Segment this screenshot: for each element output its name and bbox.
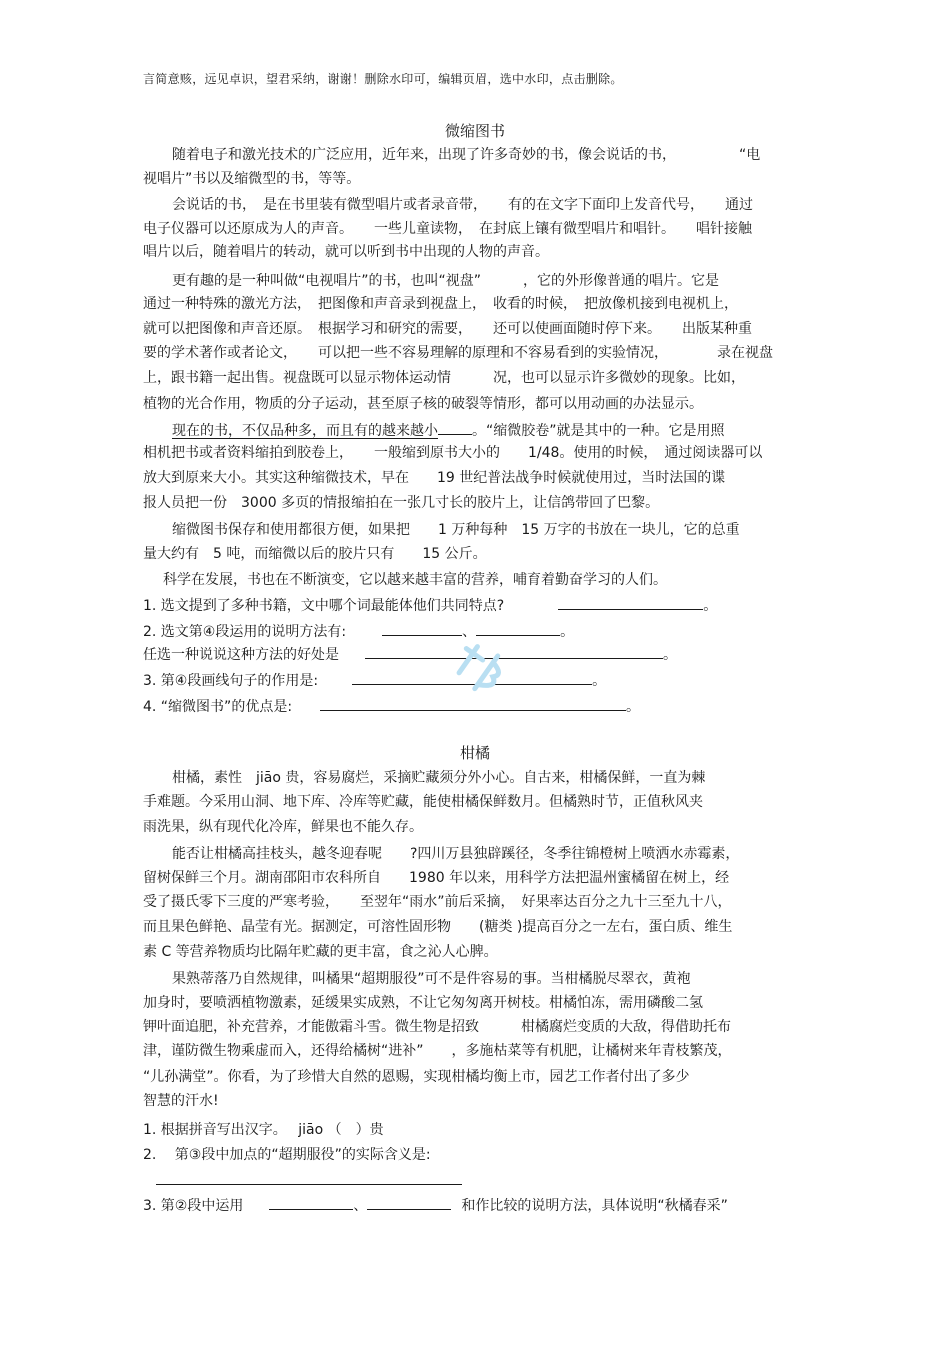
paragraph-line — [172, 420, 808, 441]
paragraph-line: 果熟蒂落乃自然规律，叫橘果“超期服役”可不是件容易的事。当柑橘脱尽翠衣，黄袍 — [172, 971, 691, 987]
paragraph-line: 智慧的汗水! — [143, 1093, 219, 1109]
paragraph-line: 电子仪器可以还原成为人的声音。 一些儿童读物， 在封底上镶有微型唱片和唱针。 唱针接触 — [143, 221, 752, 237]
question-3-rest: 和作比较的说明方法，具体说明“秋橘春采” — [461, 1198, 728, 1214]
question-2 — [143, 621, 808, 642]
paragraph-line: 上，跟书籍一起出售。视盘既可以显示物体运动情 况，也可以显示许多微妙的现象。比如， — [143, 370, 745, 386]
paragraph-line: 就可以把图像和声音还原。 根据学习和研究的需要， 还可以使画面随时停下来。 出版某种重 — [143, 321, 752, 337]
answer-line[interactable] — [156, 1184, 462, 1185]
paragraph-line: 唱片以后，随着唱片的转动，就可以听到书中出现的人物的声音。 — [143, 244, 549, 260]
question-1-text: 1. 选文提到了多种书籍，文中哪个词最能体他们共同特点? — [143, 598, 505, 614]
article1-title: 微缩图书 — [444, 122, 505, 140]
paragraph-line: 视唱片”书以及缩微型的书，等等。 — [143, 171, 361, 187]
answer-blank[interactable] — [269, 1195, 353, 1210]
paragraph-line: 更有趣的是一种叫做“电视唱片”的书，也叫“视盘” ，它的外形像普通的唱片。它是 — [172, 273, 720, 289]
question-1 — [143, 595, 808, 616]
question-end: 。 — [703, 598, 718, 614]
answer-blank[interactable] — [558, 595, 703, 610]
answer-blank[interactable] — [382, 621, 462, 636]
question-2-text: 2. 选文第④段运用的说明方法有: — [143, 624, 347, 640]
question-2: 2. 第③段中加点的“超期服役”的实际含义是: — [143, 1147, 431, 1163]
paragraph-line: 科学在发展，书也在不断演变，它以越来越丰富的营养，哺育着勤奋学习的人们。 — [163, 572, 667, 588]
paragraph-line: 要的学术著作或者论文， 可以把一些不容易理解的原理和不容易看到的实验情况， 录在视盘 — [143, 345, 773, 361]
answer-blank[interactable] — [476, 621, 560, 636]
separator: 、 — [462, 624, 477, 640]
question-end: 。 — [592, 673, 607, 689]
watermark-logo — [443, 640, 523, 700]
underline-tail — [438, 420, 472, 435]
answer-blank[interactable] — [367, 1195, 451, 1210]
paragraph-line: 报人员把一份 3000 多页的情报缩拍在一张几寸长的胶片上，让信鸽带回了巴黎。 — [143, 495, 660, 511]
question-end: 。 — [663, 647, 677, 663]
paragraph-line: 植物的光合作用，物质的分子运动，甚至原子核的破裂等情形，都可以用动画的办法显示。 — [143, 396, 703, 412]
question-2-sub-text: 任选一种说说这种方法的好处是 — [143, 647, 339, 663]
paragraph-line: 津，谨防微生物乘虚而入，还得给橘树“进补” ，多施枯菜等有机肥，让橘树来年青枝繁茂， — [143, 1043, 732, 1059]
paragraph-line: 能否让柑橘高挂枝头，越冬迎春呢 ?四川万县独辟蹊径，冬季往锦橙树上喷洒水赤霉素， — [172, 846, 740, 862]
question-4-text: 4. “缩微图书”的优点是: — [143, 699, 293, 715]
question-end: 。 — [560, 624, 575, 640]
article2-title: 柑橘 — [459, 744, 490, 762]
paragraph-line: 钾叶面追肥，补充营养，才能傲霜斗雪。微生物是招致 柑橘腐烂变质的大敌，得借助托布 — [143, 1019, 731, 1035]
separator: 、 — [353, 1198, 368, 1214]
paragraph-line: 留树保鲜三个月。湖南邵阳市农科所自 1980 年以来，用科学方法把温州蜜橘留在树上，经 — [143, 870, 730, 886]
question-3-text: 3. 第④段画线句子的作用是: — [143, 673, 319, 689]
page-header: 言简意赅，远见卓识，望君采纳，谢谢！删除水印可，编辑页眉，选中水印，点击删除。 — [143, 72, 623, 86]
paragraph-line: “儿孙满堂”。你看，为了珍惜大自然的恩赐，实现柑橘均衡上市，园艺工作者付出了多少 — [143, 1069, 690, 1085]
paragraph-line: 雨洗果，纵有现代化冷库，鲜果也不能久存。 — [143, 819, 423, 835]
paragraph-line: 通过一种特殊的激光方法， 把图像和声音录到视盘上， 收看的时候， 把放像机接到电视机上， — [143, 296, 738, 312]
question-3-text: 3. 第②段中运用 — [143, 1198, 244, 1214]
question-end: 。 — [626, 699, 641, 715]
paragraph-line: 素 C 等营养物质均比隔年贮藏的更丰富，食之沁人心脾。 — [143, 944, 498, 960]
paragraph-line: 随着电子和激光技术的广泛应用，近年来，出现了许多奇妙的书，像会说话的书， “电 — [172, 147, 761, 163]
paragraph-line: 手难题。今采用山洞、地下库、冷库等贮藏，能使柑橘保鲜数月。但橘熟时节，正值秋风夹 — [143, 794, 703, 810]
paragraph-line: 受了摄氏零下三度的严寒考验， 至翌年“雨水”前后采摘， 好果率达百分之九十三至九十八， — [143, 894, 732, 910]
paragraph-line-rest: 。“缩微胶卷”就是其中的一种。它是用照 — [472, 423, 725, 439]
paragraph-line: 会说话的书， 是在书里装有微型唱片或者录音带， 有的在文字下面印上发音代号， 通过 — [172, 197, 753, 213]
question-3 — [143, 1195, 808, 1216]
paragraph-line: 放大到原来大小。其实这种缩微技术，早在 19 世纪普法战争时候就使用过，当时法国的谍 — [143, 470, 726, 486]
paragraph-line: 缩微图书保存和使用都很方便，如果把 1 万种每种 15 万字的书放在一块儿，它的总重 — [172, 522, 740, 538]
paragraph-line: 柑橘，素性 jiāo 贵，容易腐烂，采摘贮藏须分外小心。自古来，柑橘保鲜，一直为棘 — [172, 770, 706, 786]
paragraph-line: 量大约有 5 吨，而缩微以后的胶片只有 15 公斤。 — [143, 546, 487, 562]
paragraph-line: 相机把书或者资料缩拍到胶卷上， 一般缩到原书大小的 1/48。使用的时候， 通过阅读器可以 — [143, 445, 763, 461]
paragraph-line: 加身时，要喷洒植物激素，延缓果实成熟，不让它匆匆离开树枝。柑橘怕冻，需用磷酸二氢 — [143, 995, 703, 1011]
paragraph-line: 而且果色鲜艳、晶莹有光。据测定，可溶性固形物 (糖类 )提高百分之一左右，蛋白质、维生 — [143, 919, 733, 935]
underlined-sentence: 现在的书，不仅品种多，而且有的越来越小 — [172, 423, 438, 439]
question-1: 1. 根据拼音写出汉字。 jiāo （ ）贵 — [143, 1122, 384, 1138]
